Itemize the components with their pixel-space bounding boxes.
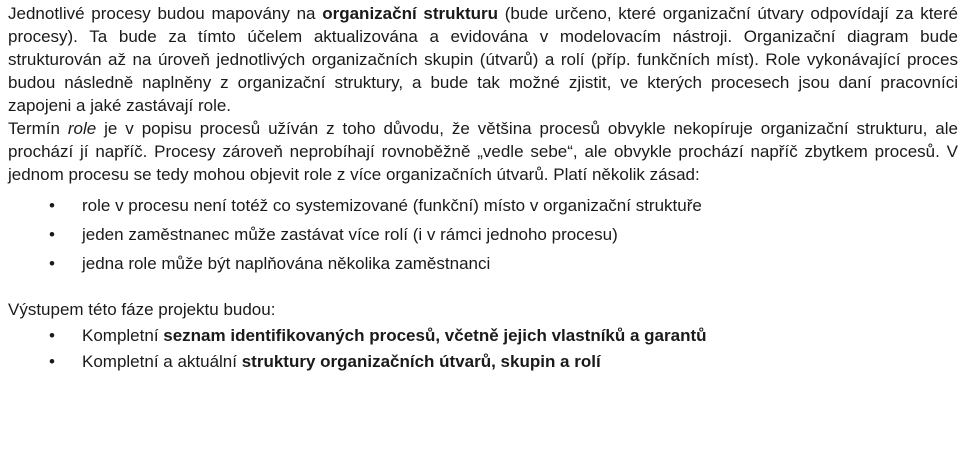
bullet-icon: • (49, 225, 55, 244)
outputs-list (8, 323, 958, 375)
outputs-intro: Výstupem této fáze projektu budou: (8, 300, 276, 319)
paragraph-org-structure (8, 2, 958, 117)
text-run: je v popisu procesů užíván z toho důvodu, že většina procesů obvykle nekopíruje organizační strukturu, ale prochází jí napříč. Procesy zároveň neprobíhají rovnoběžně „vedle sebe“, ale obvykle prochází napříč zbytkem procesů. V jednom procesu se tedy mohou objevit role z více organizačních útvarů. Platí několik zásad: (8, 119, 958, 184)
bullet-icon: • (49, 254, 55, 273)
text-run: (bude určeno, které organizační útvary odpovídají za které procesy). Ta bude za tímto účelem aktualizována a evidována v modelovacím nástroji. Organizační diagram bude strukturován až na úroveň jednotlivých organizačních skupin (útvarů) a rolí (příp. funkčních míst). Role vykonávající proces budou následně naplněny z organizační struktury, a bude tak možné zjistit, ve kterých procesech jsou daní pracovníci zapojeni a jaké zastávají role. (8, 4, 958, 115)
list-item-bold-text: seznam identifikovaných procesů, včetně jejich vlastníků a garantů (163, 326, 707, 345)
bullet-icon: • (49, 352, 55, 371)
paragraph-role-term (8, 117, 958, 186)
list-item (8, 323, 958, 349)
text-run: Jednotlivé procesy budou mapovány na (8, 4, 323, 23)
list-item (8, 349, 958, 375)
list-item-bold-text: struktury organizačních útvarů, skupin a rolí (241, 352, 601, 371)
italic-term-role: role (67, 119, 97, 138)
list-item-text: Kompletní (82, 326, 164, 345)
bold-term-org-structure: organizační strukturu (322, 4, 499, 23)
list-item-text: jeden zaměstnanec může zastávat více rolí (i v rámci jednoho procesu) (82, 225, 618, 244)
document-page (8, 2, 958, 375)
text-run: Termín (8, 119, 68, 138)
list-item (8, 220, 958, 249)
bullet-icon: • (49, 326, 55, 345)
spacer (8, 278, 958, 298)
list-item (8, 191, 958, 220)
list-item-text: jedna role může být naplňována několika zaměstnanci (82, 254, 491, 273)
list-item-text: Kompletní a aktuální (82, 352, 242, 371)
bullet-icon: • (49, 196, 55, 215)
rules-list (8, 191, 958, 278)
list-item (8, 249, 958, 278)
list-item-text: role v procesu není totéž co systemizované (funkční) místo v organizační struktuře (82, 196, 702, 215)
